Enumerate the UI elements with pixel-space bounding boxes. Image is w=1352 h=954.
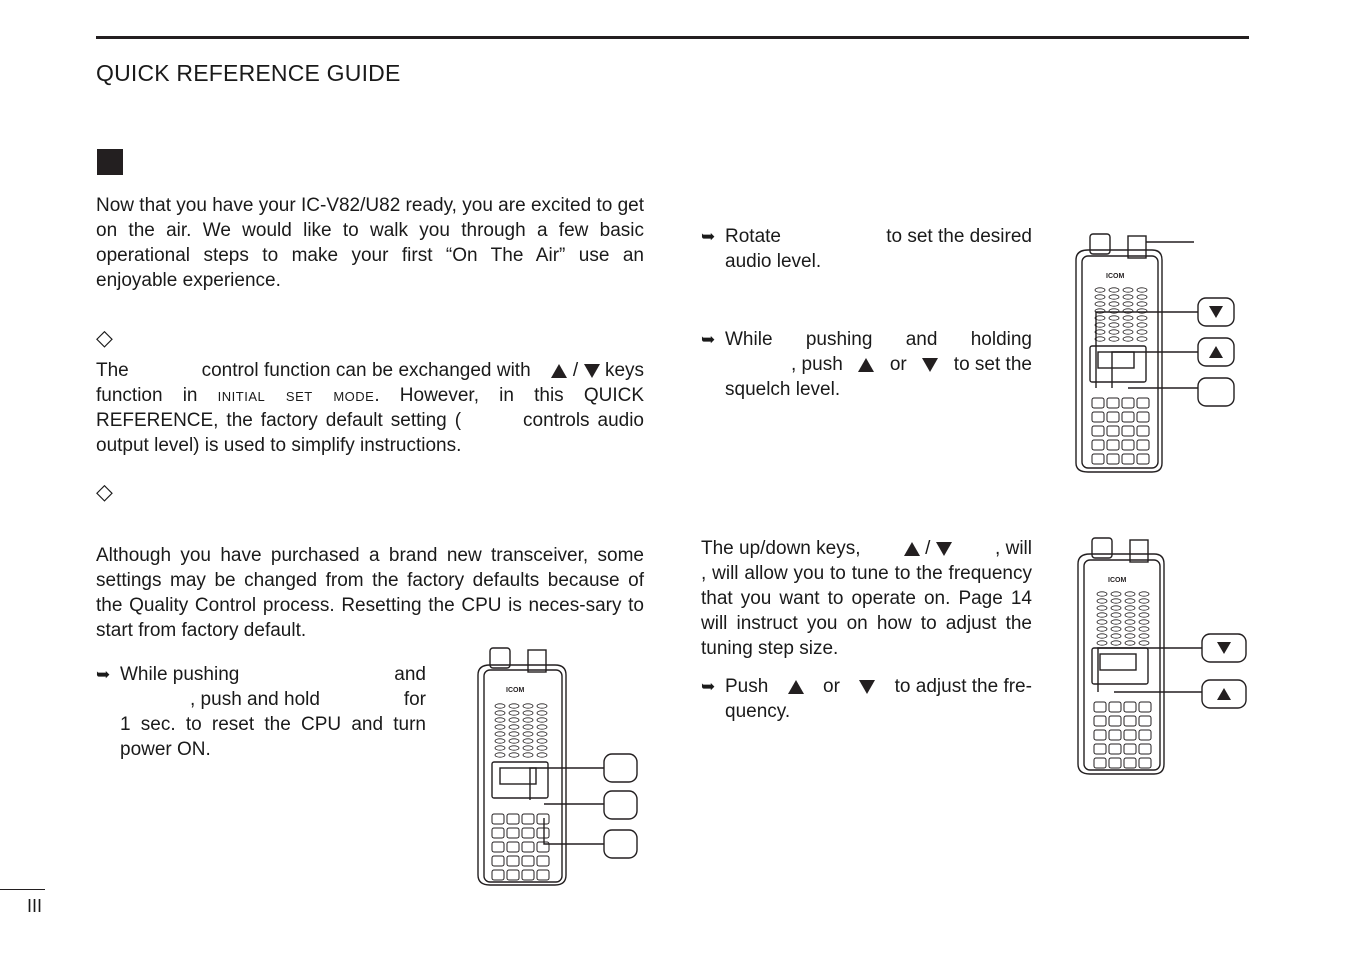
page-number-rule bbox=[0, 889, 45, 890]
keypad-key bbox=[1109, 716, 1121, 726]
speaker-grill-slot bbox=[537, 753, 547, 757]
speaker-grill-slot bbox=[1139, 634, 1149, 638]
speaker-grill-slot bbox=[1123, 323, 1133, 327]
speaker-grill-slot bbox=[1137, 288, 1147, 292]
speaker-grill-slot bbox=[1139, 592, 1149, 596]
speaker-grill-slot bbox=[523, 718, 533, 722]
keypad-key bbox=[1137, 426, 1149, 436]
speaker-grill-slot bbox=[1125, 634, 1135, 638]
note-text-2: control function can be exchanged with bbox=[201, 360, 531, 381]
keypad-key bbox=[1137, 412, 1149, 422]
keypad-key bbox=[537, 814, 549, 824]
speaker-grill-slot bbox=[1137, 323, 1147, 327]
tuning-or: or bbox=[823, 676, 840, 697]
keypad-key bbox=[507, 870, 519, 880]
bullet-arrow-icon: ➥ bbox=[701, 677, 716, 696]
speaker-grill-slot bbox=[1111, 606, 1121, 610]
keypad-key bbox=[1122, 398, 1134, 408]
speaker-grill-slot bbox=[1125, 641, 1135, 645]
speaker-grill-slot bbox=[1123, 302, 1133, 306]
speaker-grill-slot bbox=[495, 704, 505, 708]
keypad-key bbox=[537, 828, 549, 838]
keypad-key bbox=[1137, 440, 1149, 450]
keypad-key bbox=[1139, 730, 1151, 740]
speaker-grill-slot bbox=[1109, 323, 1119, 327]
speaker-grill-slot bbox=[537, 718, 547, 722]
speaker-grill-slot bbox=[1097, 641, 1107, 645]
keypad-key bbox=[522, 870, 534, 880]
speaker-grill-slot bbox=[1137, 316, 1147, 320]
keypad-key bbox=[1107, 454, 1119, 464]
down-arrow-icon bbox=[936, 542, 952, 556]
callout-key-box bbox=[604, 791, 637, 819]
reset-text-1: While pushing bbox=[120, 664, 240, 685]
speaker-grill-slot bbox=[509, 718, 519, 722]
diamond-marker-1: ◇ bbox=[96, 325, 113, 350]
callout-key-box bbox=[604, 754, 637, 782]
speaker-grill-slot bbox=[523, 732, 533, 736]
keypad-key bbox=[1107, 412, 1119, 422]
tuning-bullet-text-1: Push bbox=[725, 676, 769, 697]
keypad-key bbox=[1107, 398, 1119, 408]
keypad-key bbox=[1139, 744, 1151, 754]
speaker-grill-slot bbox=[1095, 295, 1105, 299]
speaker-grill-slot bbox=[1137, 330, 1147, 334]
note-text-3: keys function in bbox=[96, 360, 645, 406]
keypad-key bbox=[1094, 758, 1106, 768]
speaker-grill-slot bbox=[1123, 295, 1133, 299]
keypad-key bbox=[1109, 730, 1121, 740]
keypad-key bbox=[1109, 702, 1121, 712]
keypad-key bbox=[1107, 426, 1119, 436]
keypad-key bbox=[507, 842, 519, 852]
speaker-grill-slot bbox=[1109, 295, 1119, 299]
speaker-grill-slot bbox=[1111, 620, 1121, 624]
speaker-grill-slot bbox=[1111, 627, 1121, 631]
speaker-grill-slot bbox=[509, 753, 519, 757]
reset-text-3: , push and hold bbox=[190, 689, 320, 710]
keypad-key bbox=[522, 828, 534, 838]
speaker-grill-slot bbox=[509, 725, 519, 729]
keypad-key bbox=[1094, 744, 1106, 754]
down-arrow-icon bbox=[1217, 642, 1231, 654]
speaker-grill-slot bbox=[1123, 288, 1133, 292]
volume-bullet bbox=[701, 224, 1032, 274]
reset-bullet bbox=[96, 662, 426, 762]
tuning-text-1: The up/down keys, bbox=[701, 538, 861, 559]
keypad-key bbox=[1092, 426, 1104, 436]
speaker-grill-slot bbox=[1097, 599, 1107, 603]
bullet-arrow-icon: ➥ bbox=[701, 330, 716, 349]
speaker-grill-slot bbox=[495, 732, 505, 736]
keypad-key bbox=[1124, 744, 1136, 754]
down-arrow-icon bbox=[922, 358, 938, 372]
radio-illustration-volume bbox=[1068, 228, 1268, 478]
page-number: III bbox=[27, 896, 43, 916]
up-arrow-icon bbox=[1217, 688, 1231, 700]
speaker-grill-slot bbox=[1125, 599, 1135, 603]
note-text-5: controls audio output level) is used to simplify instructions. bbox=[96, 410, 645, 456]
speaker-grill-slot bbox=[1137, 337, 1147, 341]
speaker-grill-slot bbox=[523, 725, 533, 729]
up-arrow-icon bbox=[1209, 346, 1223, 358]
speaker-grill-slot bbox=[1095, 302, 1105, 306]
tuning-slash: / bbox=[925, 538, 931, 559]
reset-text-2: and bbox=[394, 664, 426, 685]
speaker-grill-slot bbox=[1139, 627, 1149, 631]
speaker-grill-slot bbox=[509, 704, 519, 708]
speaker-grill-slot bbox=[1097, 627, 1107, 631]
volume-text-3: audio level. bbox=[725, 251, 822, 272]
keypad-key bbox=[1124, 758, 1136, 768]
brand-logo-text: ICOM bbox=[1108, 577, 1127, 584]
diamond-marker-2: ◇ bbox=[96, 479, 113, 504]
keypad-key bbox=[492, 870, 504, 880]
speaker-grill-slot bbox=[1137, 295, 1147, 299]
up-arrow-icon bbox=[858, 358, 874, 372]
speaker-grill-slot bbox=[1125, 592, 1135, 596]
up-arrow-icon bbox=[788, 680, 804, 694]
volume-text-1: Rotate bbox=[725, 226, 781, 247]
speaker-grill-slot bbox=[1125, 627, 1135, 631]
speaker-grill-slot bbox=[509, 739, 519, 743]
keypad-key bbox=[1094, 702, 1106, 712]
speaker-grill-slot bbox=[495, 739, 505, 743]
reset-paragraph: Although you have purchased a brand new transceiver, some settings may be changed from the factory defaults because of the Quality Control process. Resetting the CPU is neces-sary to start from factory default. bbox=[96, 545, 644, 641]
section-square-marker bbox=[97, 149, 123, 175]
keypad-key bbox=[507, 856, 519, 866]
speaker-grill-slot bbox=[1125, 613, 1135, 617]
note-text-4: . However, in this QUICK REFERENCE, the factory default setting ( bbox=[96, 385, 644, 431]
speaker-grill-slot bbox=[537, 704, 547, 708]
keypad-key bbox=[1094, 730, 1106, 740]
speaker-grill-slot bbox=[1109, 330, 1119, 334]
keypad-key bbox=[1107, 440, 1119, 450]
speaker-grill-slot bbox=[537, 732, 547, 736]
keypad-key bbox=[492, 842, 504, 852]
speaker-grill-slot bbox=[537, 746, 547, 750]
speaker-grill-slot bbox=[1097, 634, 1107, 638]
speaker-grill-slot bbox=[1097, 620, 1107, 624]
radio-illustration-tuning bbox=[1068, 532, 1268, 782]
radio-illustration-reset bbox=[470, 640, 650, 890]
keypad-key bbox=[507, 828, 519, 838]
keypad-key bbox=[492, 828, 504, 838]
speaker-grill-slot bbox=[1109, 316, 1119, 320]
keypad-key bbox=[1092, 412, 1104, 422]
speaker-grill-slot bbox=[1095, 288, 1105, 292]
keypad-key bbox=[522, 856, 534, 866]
speaker-grill-slot bbox=[523, 704, 533, 708]
up-arrow-icon bbox=[551, 364, 567, 378]
speaker-grill-slot bbox=[1111, 613, 1121, 617]
keypad-key bbox=[1124, 730, 1136, 740]
squelch-text-4: squelch level. bbox=[725, 379, 841, 400]
speaker-grill-slot bbox=[1125, 606, 1135, 610]
keypad-key bbox=[1124, 716, 1136, 726]
reset-text-5: 1 sec. to reset the CPU and turn power ON. bbox=[120, 714, 426, 760]
initial-set-mode-label: initial set mode bbox=[217, 385, 375, 406]
keypad-key bbox=[1122, 454, 1134, 464]
callout-key-box bbox=[1198, 378, 1234, 406]
speaker-grill-slot bbox=[523, 711, 533, 715]
keypad-key bbox=[1122, 440, 1134, 450]
speaker-grill-slot bbox=[1139, 620, 1149, 624]
note-paragraph bbox=[96, 358, 644, 458]
down-arrow-icon bbox=[1209, 306, 1223, 318]
up-arrow-icon bbox=[904, 542, 920, 556]
tuning-bullet-text-3: quency. bbox=[725, 701, 791, 722]
speaker-grill-slot bbox=[495, 753, 505, 757]
speaker-grill-slot bbox=[1123, 337, 1133, 341]
brand-logo-text: ICOM bbox=[1106, 273, 1125, 280]
tuning-paragraph-rest bbox=[701, 561, 1032, 661]
speaker-grill-slot bbox=[495, 711, 505, 715]
keypad-key bbox=[1137, 454, 1149, 464]
keypad-key bbox=[1092, 440, 1104, 450]
speaker-grill-slot bbox=[1111, 641, 1121, 645]
keypad-key bbox=[537, 870, 549, 880]
speaker-grill-slot bbox=[1111, 592, 1121, 596]
keypad-key bbox=[1139, 758, 1151, 768]
keypad-key bbox=[1092, 454, 1104, 464]
keypad-key bbox=[522, 842, 534, 852]
speaker-grill-slot bbox=[1139, 641, 1149, 645]
squelch-text-3: to set the bbox=[953, 354, 1032, 375]
speaker-grill-slot bbox=[537, 739, 547, 743]
callout-key-box bbox=[604, 830, 637, 858]
keypad-key bbox=[1122, 426, 1134, 436]
keypad-key bbox=[537, 856, 549, 866]
speaker-grill-slot bbox=[495, 725, 505, 729]
speaker-grill-slot bbox=[509, 711, 519, 715]
squelch-text-2: , push bbox=[791, 354, 843, 375]
keypad-key bbox=[507, 814, 519, 824]
speaker-grill-slot bbox=[523, 739, 533, 743]
keypad-key bbox=[1094, 716, 1106, 726]
speaker-grill-slot bbox=[1111, 634, 1121, 638]
intro-paragraph: Now that you have your IC-V82/U82 ready, you are excited to get on the air. We would like to walk you through a few basic operational steps to make your first “On The Air” use an enjoyable experience. bbox=[96, 195, 644, 291]
squelch-text-1: While pushing and holding bbox=[725, 329, 1032, 350]
speaker-grill-slot bbox=[1125, 620, 1135, 624]
down-arrow-icon bbox=[859, 680, 875, 694]
reset-text-4: for bbox=[403, 689, 426, 710]
speaker-grill-slot bbox=[1123, 316, 1133, 320]
speaker-grill-slot bbox=[523, 746, 533, 750]
speaker-grill-slot bbox=[1139, 613, 1149, 617]
top-rule bbox=[96, 36, 1249, 39]
speaker-grill-slot bbox=[1139, 599, 1149, 603]
keypad-key bbox=[1139, 702, 1151, 712]
speaker-grill-slot bbox=[523, 753, 533, 757]
speaker-grill-slot bbox=[509, 732, 519, 736]
speaker-grill-slot bbox=[1109, 302, 1119, 306]
volume-text-2: to set the desired bbox=[886, 226, 1032, 247]
speaker-grill-slot bbox=[537, 711, 547, 715]
squelch-or: or bbox=[889, 354, 907, 375]
speaker-grill-slot bbox=[495, 746, 505, 750]
speaker-grill-slot bbox=[1139, 606, 1149, 610]
keypad-key bbox=[492, 814, 504, 824]
tuning-text-2: , will allow you to tune to the frequency that you want to operate on. Page 14 will instruct you on how to adjust the tuning step size. bbox=[701, 563, 1032, 659]
tuning-bullet-text-2: to adjust the fre- bbox=[894, 676, 1032, 697]
keypad-key bbox=[1122, 412, 1134, 422]
keypad-key bbox=[1137, 398, 1149, 408]
bullet-arrow-icon: ➥ bbox=[96, 665, 111, 684]
tuning-paragraph: The up/down keys, / , will bbox=[701, 538, 1032, 559]
speaker-grill-slot bbox=[495, 718, 505, 722]
squelch-bullet bbox=[701, 327, 1032, 402]
speaker-grill-slot bbox=[509, 746, 519, 750]
keypad-key bbox=[1124, 702, 1136, 712]
keypad-key bbox=[1092, 398, 1104, 408]
keypad-key bbox=[1109, 744, 1121, 754]
note-slash: / bbox=[572, 360, 579, 381]
speaker-grill-slot bbox=[537, 725, 547, 729]
keypad-key bbox=[522, 814, 534, 824]
speaker-grill-slot bbox=[1123, 330, 1133, 334]
bullet-arrow-icon: ➥ bbox=[701, 227, 716, 246]
speaker-grill-slot bbox=[1097, 606, 1107, 610]
page-header: QUICK REFERENCE GUIDE bbox=[96, 60, 401, 86]
keypad-key bbox=[1139, 716, 1151, 726]
speaker-grill-slot bbox=[1097, 613, 1107, 617]
tuning-bullet bbox=[701, 674, 1032, 724]
speaker-grill-slot bbox=[1111, 599, 1121, 603]
down-arrow-icon bbox=[584, 364, 600, 378]
speaker-grill-slot bbox=[1109, 337, 1119, 341]
brand-logo-text: ICOM bbox=[506, 687, 525, 694]
speaker-grill-slot bbox=[1097, 592, 1107, 596]
keypad-key bbox=[1109, 758, 1121, 768]
speaker-grill-slot bbox=[1109, 288, 1119, 292]
speaker-grill-slot bbox=[1137, 302, 1147, 306]
keypad-key bbox=[492, 856, 504, 866]
note-text-1: The bbox=[96, 360, 129, 381]
